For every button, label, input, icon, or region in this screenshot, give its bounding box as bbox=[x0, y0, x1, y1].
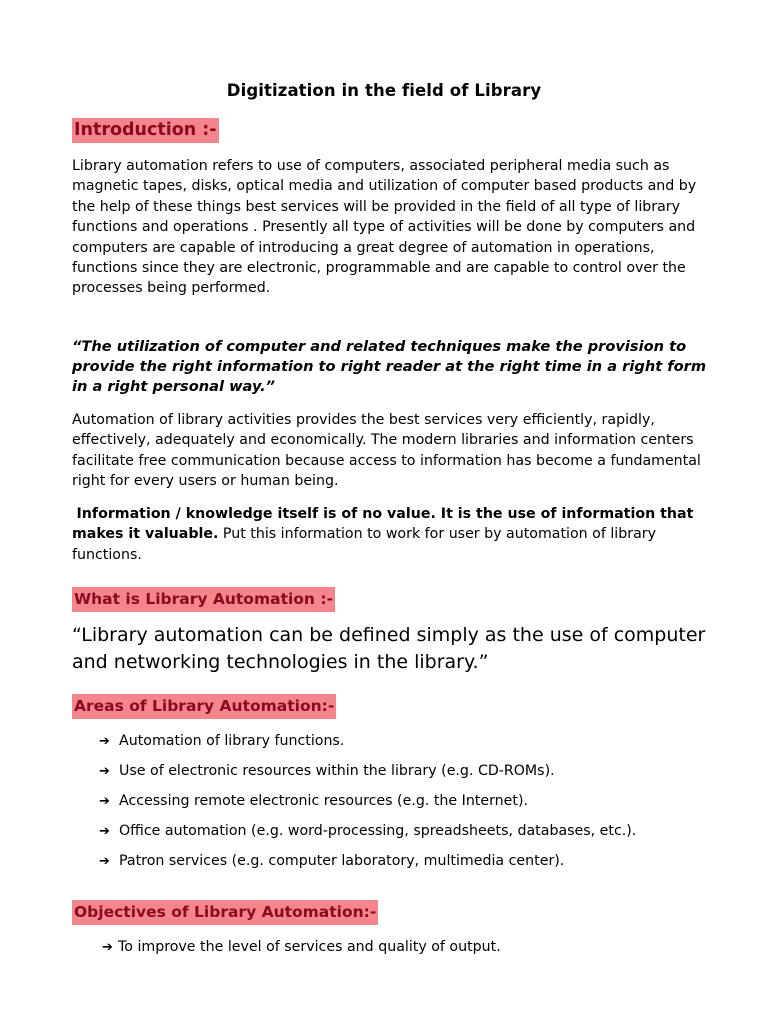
areas-heading: Areas of Library Automation:- bbox=[72, 694, 336, 719]
arrow-right-icon: ➔ bbox=[102, 940, 113, 955]
information-value-bold: Information / knowledge itself is of no value. It is the use of information that makes it valuable. bbox=[72, 506, 694, 543]
definition-text: “Library automation can be defined simply as the use of computer and networking technologies in the library.” bbox=[72, 624, 706, 673]
arrow-right-icon: ➔ bbox=[99, 854, 110, 869]
areas-list bbox=[99, 730, 636, 880]
arrow-right-icon: ➔ bbox=[99, 794, 110, 809]
arrow-right-icon: ➔ bbox=[99, 734, 110, 749]
information-value-rest: Put this information to work for user by automation of library functions. bbox=[72, 526, 657, 563]
what-is-heading: What is Library Automation :- bbox=[72, 587, 335, 612]
objectives-heading: Objectives of Library Automation:- bbox=[72, 900, 378, 925]
introduction-heading: Introduction :- bbox=[72, 118, 219, 143]
automation-benefits-paragraph: Automation of library activities provides the best services very efficiently, rapidly, effectively, adequately and economically. The modern libraries and information centers facilitate free communication because access to information has become a fundamental right for every users or human being. bbox=[72, 412, 701, 490]
introduction-quote: “The utilization of computer and related techniques make the provision to provide the right information to right reader at the right time in a right form in a right personal way.” bbox=[72, 338, 707, 396]
list-item: ➔ Accessing remote electronic resources (e.g. the Internet). bbox=[99, 790, 636, 820]
list-item: ➔ Office automation (e.g. word-processing, spreadsheets, databases, etc.). bbox=[99, 820, 636, 850]
information-value-paragraph bbox=[72, 504, 712, 565]
list-item: ➔ Use of electronic resources within the library (e.g. CD-ROMs). bbox=[99, 760, 636, 790]
list-item: ➔ Patron services (e.g. computer laboratory, multimedia center). bbox=[99, 850, 636, 880]
document-title: Digitization in the field of Library bbox=[226, 81, 542, 100]
arrow-right-icon: ➔ bbox=[99, 764, 110, 779]
arrow-right-icon: ➔ bbox=[99, 824, 110, 839]
list-item: ➔ To improve the level of services and quality of output. bbox=[102, 936, 501, 959]
list-item: ➔ Automation of library functions. bbox=[99, 730, 636, 760]
introduction-paragraph: Library automation refers to use of computers, associated peripheral media such as magnetic tapes, disks, optical media and utilization of computer based products and by the help of these things best services will be provided in the field of all type of library functions and operations . Presently all type of activities will be done by computers and computers are capable of introducing a great degree of automation in operations, functions since they are electronic, programmable and are capable to control over the processes being performed. bbox=[72, 158, 697, 297]
